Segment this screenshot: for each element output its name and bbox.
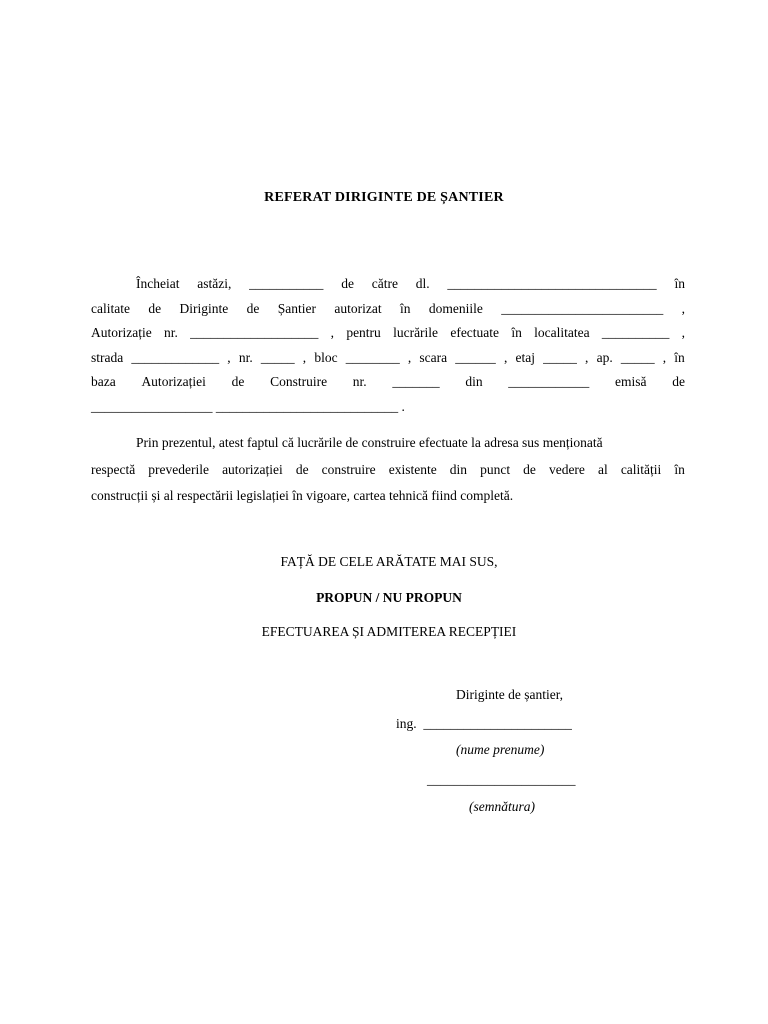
word: , bbox=[681, 300, 685, 316]
word: Autorizației bbox=[141, 374, 206, 390]
word: domeniile bbox=[428, 300, 483, 316]
word: nr. bbox=[238, 349, 253, 365]
declaration-line-5 bbox=[91, 370, 685, 395]
word: Diriginte bbox=[179, 300, 229, 316]
word: _____ bbox=[260, 349, 295, 365]
word: ________________________ bbox=[501, 300, 664, 316]
word: efectuate bbox=[450, 325, 500, 341]
word: de bbox=[148, 300, 162, 316]
word: de bbox=[341, 276, 354, 291]
word: Autorizație bbox=[91, 325, 152, 341]
word: lucrările bbox=[393, 325, 439, 341]
word: astăzi, bbox=[197, 276, 232, 291]
attestation-line-3-text: construcții și al respectării legislației în vigoare, cartea tehnică fiind completă. bbox=[91, 488, 514, 503]
declaration-line-3 bbox=[91, 321, 685, 346]
word: , bbox=[585, 349, 589, 365]
attestation-line-3 bbox=[91, 483, 685, 510]
word: de bbox=[523, 461, 536, 477]
declaration-line-2 bbox=[91, 297, 685, 322]
reception-statement: EFECTUAREA ȘI ADMITEREA RECEPȚIEI bbox=[261, 624, 517, 639]
word: __________ bbox=[601, 325, 670, 341]
word: Încheiat bbox=[136, 276, 180, 291]
word: de bbox=[672, 374, 685, 390]
word: scara bbox=[419, 349, 448, 365]
word: în bbox=[511, 325, 522, 341]
word: în bbox=[674, 349, 685, 365]
word: Construire bbox=[270, 374, 328, 390]
word: din bbox=[465, 374, 483, 390]
word: din bbox=[449, 461, 468, 477]
word: prevederile bbox=[148, 461, 209, 477]
word: , bbox=[227, 349, 231, 365]
signature-title: Diriginte de șantier, bbox=[456, 687, 564, 702]
word: de bbox=[231, 374, 245, 390]
declaration-line-4 bbox=[91, 346, 685, 371]
conclusion-heading: FAȚĂ DE CELE ARĂTATE MAI SUS, bbox=[280, 554, 498, 569]
word: , bbox=[503, 349, 508, 365]
word: pentru bbox=[346, 325, 381, 341]
word: ___________ bbox=[249, 276, 324, 291]
word: nr. bbox=[352, 374, 367, 390]
word: către bbox=[371, 276, 398, 291]
word: punct bbox=[480, 461, 511, 477]
word: ap. bbox=[596, 349, 613, 365]
word: _____ bbox=[620, 349, 655, 365]
word: în bbox=[399, 300, 411, 316]
attestation-line-1-text: Prin prezentul, atest faptul că lucrările de construire efectuate la adresa sus menționată bbox=[136, 435, 603, 450]
word: calitate bbox=[91, 300, 130, 316]
word: _______________________________ bbox=[447, 276, 657, 291]
word: localitatea bbox=[534, 325, 590, 341]
declaration-line-6-text: __________________ ___________________________ . bbox=[91, 398, 405, 414]
signature-line: ______________________ bbox=[427, 772, 576, 787]
word: ________ bbox=[345, 349, 400, 365]
word: autorizației bbox=[222, 461, 283, 477]
word: ___________________ bbox=[190, 325, 319, 341]
word: _____________ bbox=[131, 349, 220, 365]
word: , bbox=[330, 325, 335, 341]
word: ____________ bbox=[508, 374, 590, 390]
word: , bbox=[662, 349, 667, 365]
word: în bbox=[674, 461, 685, 477]
word: de bbox=[295, 461, 309, 477]
signature-hint: (semnătura) bbox=[469, 799, 535, 814]
word: , bbox=[302, 349, 307, 365]
word: bloc bbox=[314, 349, 338, 365]
word: , bbox=[407, 349, 412, 365]
word: etaj bbox=[515, 349, 535, 365]
name-hint: (nume prenume) bbox=[456, 742, 545, 757]
engineer-name-field: ing. ______________________ bbox=[396, 716, 572, 731]
word: , bbox=[681, 325, 685, 341]
word: autorizat bbox=[334, 300, 382, 316]
word: de bbox=[246, 300, 260, 316]
word: Șantier bbox=[277, 300, 316, 316]
word: existente bbox=[388, 461, 437, 477]
word: vedere bbox=[548, 461, 585, 477]
word: ______ bbox=[455, 349, 496, 365]
word: al bbox=[598, 461, 608, 477]
declaration-paragraph bbox=[91, 272, 685, 420]
declaration-line-1 bbox=[91, 272, 685, 297]
document-title: REFERAT DIRIGINTE DE ȘANTIER bbox=[264, 190, 504, 205]
word: nr. bbox=[164, 325, 178, 341]
word: _____ bbox=[543, 349, 577, 365]
word: strada bbox=[91, 349, 124, 365]
attestation-line-2 bbox=[91, 457, 685, 484]
declaration-line-6 bbox=[91, 395, 685, 420]
word: construire bbox=[321, 461, 376, 477]
word: baza bbox=[91, 374, 116, 390]
word: respectă bbox=[91, 461, 136, 477]
word: în bbox=[674, 276, 685, 291]
proposal-choice: PROPUN / NU PROPUN bbox=[316, 590, 462, 605]
word: dl. bbox=[415, 276, 430, 291]
attestation-paragraph bbox=[91, 430, 685, 510]
word: emisă bbox=[615, 374, 647, 390]
word: _______ bbox=[392, 374, 440, 390]
word: calității bbox=[620, 461, 662, 477]
attestation-line-1 bbox=[91, 430, 685, 457]
